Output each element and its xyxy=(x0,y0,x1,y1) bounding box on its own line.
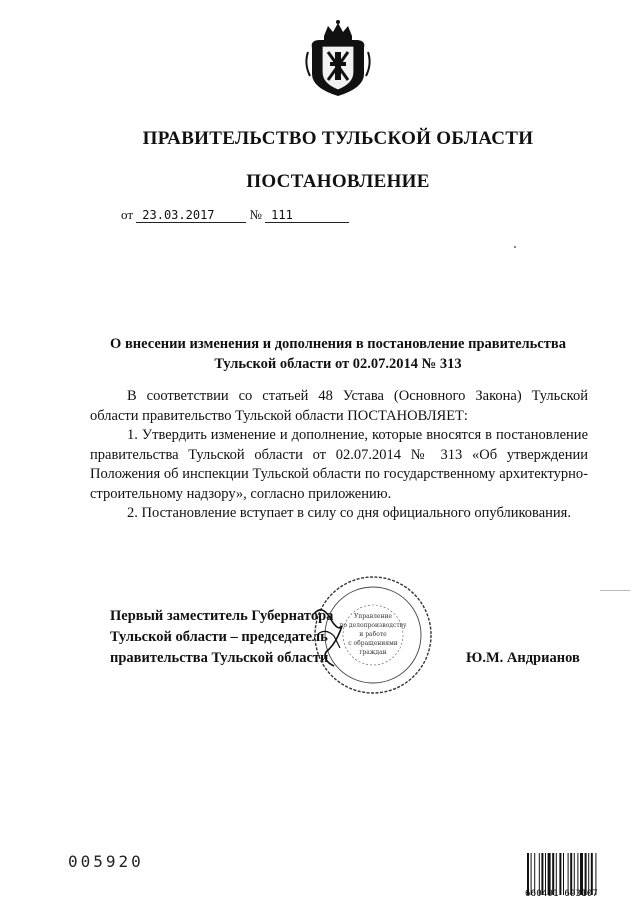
signer-name: Ю.М. Андрианов xyxy=(466,650,580,666)
signer-position-line: Тульской области – председатель xyxy=(110,629,328,645)
stamp-text: Управление xyxy=(353,613,393,620)
document-number: 111 xyxy=(265,208,349,223)
body-paragraph: 2. Постановление вступает в силу со дня официального опубликования. xyxy=(127,505,571,521)
scan-speck xyxy=(600,590,630,591)
signer-position-line: правительства Тульской области xyxy=(110,650,329,666)
document-body xyxy=(90,387,588,524)
from-label: от xyxy=(121,207,134,222)
official-stamp xyxy=(312,574,434,696)
body-paragraph: 1. Утвердить изменение и дополнение, которые вносятся в постановление правительства Тульской области от 02.07.2014 № 313 «Об утверждении Положения об инспекции Тульской области по государственному архитектурно-строительному надзору», согласно приложению. xyxy=(90,427,588,502)
subject-line: Тульской области от 02.07.2014 № 313 xyxy=(214,356,462,372)
signer-position-line: Первый заместитель Губернатора xyxy=(110,608,334,624)
stamp-text: по делопроизводству xyxy=(339,622,407,629)
document-subject xyxy=(100,334,576,374)
document-date: 23.03.2017 xyxy=(136,208,246,223)
number-label: № xyxy=(249,207,262,222)
registration-number: 005920 xyxy=(68,852,144,871)
organization-title: ПРАВИТЕЛЬСТВО ТУЛЬСКОЙ ОБЛАСТИ xyxy=(142,128,534,149)
tula-coat-of-arms-icon xyxy=(302,18,374,98)
stamp-text: граждан xyxy=(359,649,387,656)
subject-line: О внесении изменения и дополнения в постановление правительства xyxy=(110,336,566,352)
stamp-text: с обращениями xyxy=(348,640,398,647)
signer-position xyxy=(110,606,333,669)
stamp-text: и работе xyxy=(359,631,387,638)
document-type-title: ПОСТАНОВЛЕНИЕ xyxy=(246,171,430,192)
scan-speck xyxy=(514,246,516,248)
date-number-line xyxy=(121,207,349,223)
barcode-number: 660491 693107 xyxy=(525,889,599,899)
body-paragraph: В соответствии со статьей 48 Устава (Основного Закона) Тульской области правительство Тульской области ПОСТАНОВЛЯЕТ: xyxy=(90,388,588,424)
